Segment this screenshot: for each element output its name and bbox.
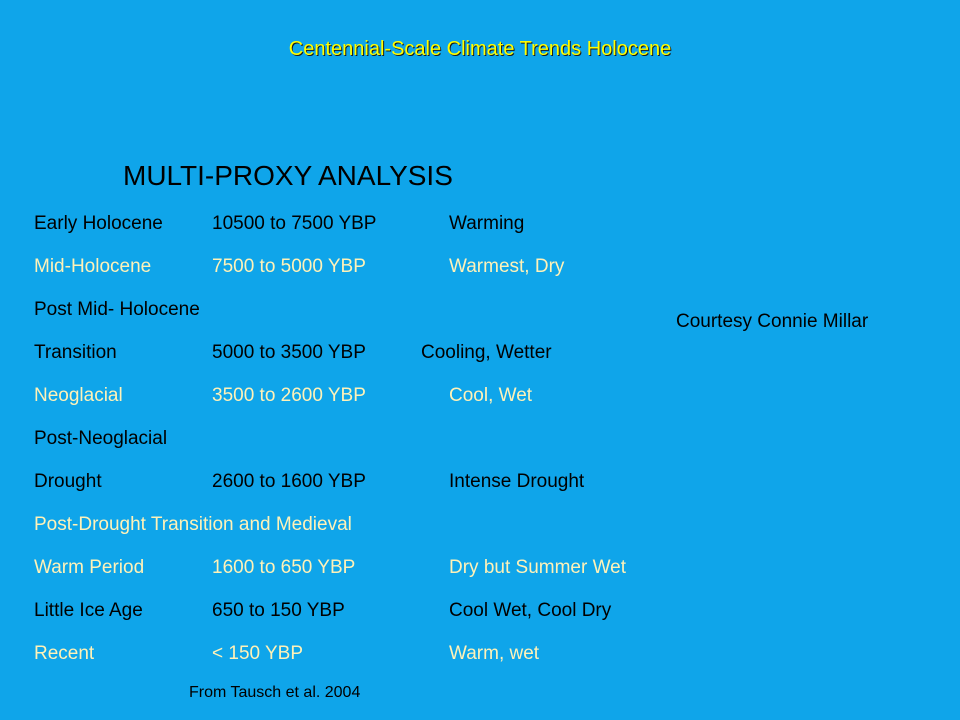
period-name: Post-Drought Transition and Medieval	[34, 514, 352, 535]
period-climate: Cool, Wet	[449, 385, 533, 406]
period-list	[34, 211, 734, 684]
period-row	[34, 641, 734, 684]
period-climate: Cool Wet, Cool Dry	[449, 600, 612, 621]
period-name: Recent	[34, 643, 95, 664]
period-range: 5000 to 3500 YBP	[212, 342, 366, 363]
period-climate: Dry but Summer Wet	[449, 557, 627, 578]
period-row	[34, 383, 734, 426]
period-range: 7500 to 5000 YBP	[212, 256, 366, 277]
period-row	[34, 297, 734, 340]
period-range: < 150 YBP	[212, 643, 304, 664]
credit-text: Courtesy Connie Millar	[676, 311, 869, 332]
period-row	[34, 598, 734, 641]
period-name: Mid-Holocene	[34, 256, 152, 277]
period-name: Drought	[34, 471, 102, 492]
period-climate: Warmest, Dry	[449, 256, 565, 277]
period-name: Post Mid- Holocene	[34, 299, 200, 320]
period-range: 2600 to 1600 YBP	[212, 471, 366, 492]
period-range: 650 to 150 YBP	[212, 600, 345, 621]
period-row	[34, 512, 734, 555]
period-row	[34, 426, 734, 469]
period-name: Post-Neoglacial	[34, 428, 168, 449]
source-citation: From Tausch et al. 2004	[189, 684, 361, 701]
period-climate: Cooling, Wetter	[421, 342, 552, 363]
period-name: Neoglacial	[34, 385, 123, 406]
period-name: Transition	[34, 342, 117, 363]
period-climate: Warm, wet	[449, 643, 540, 664]
period-row	[34, 555, 734, 598]
period-row	[34, 211, 734, 254]
period-row	[34, 254, 734, 297]
period-climate: Warming	[449, 213, 525, 234]
period-climate: Intense Drought	[449, 471, 585, 492]
period-row	[34, 469, 734, 512]
period-range: 3500 to 2600 YBP	[212, 385, 366, 406]
period-name: Warm Period	[34, 557, 145, 578]
period-name: Early Holocene	[34, 213, 163, 234]
section-heading: MULTI-PROXY ANALYSIS	[123, 160, 453, 191]
period-name: Little Ice Age	[34, 600, 143, 621]
period-range: 10500 to 7500 YBP	[212, 213, 377, 234]
period-row	[34, 340, 734, 383]
slide-title: Centennial-Scale Climate Trends Holocene	[288, 38, 672, 60]
period-range: 1600 to 650 YBP	[212, 557, 356, 578]
